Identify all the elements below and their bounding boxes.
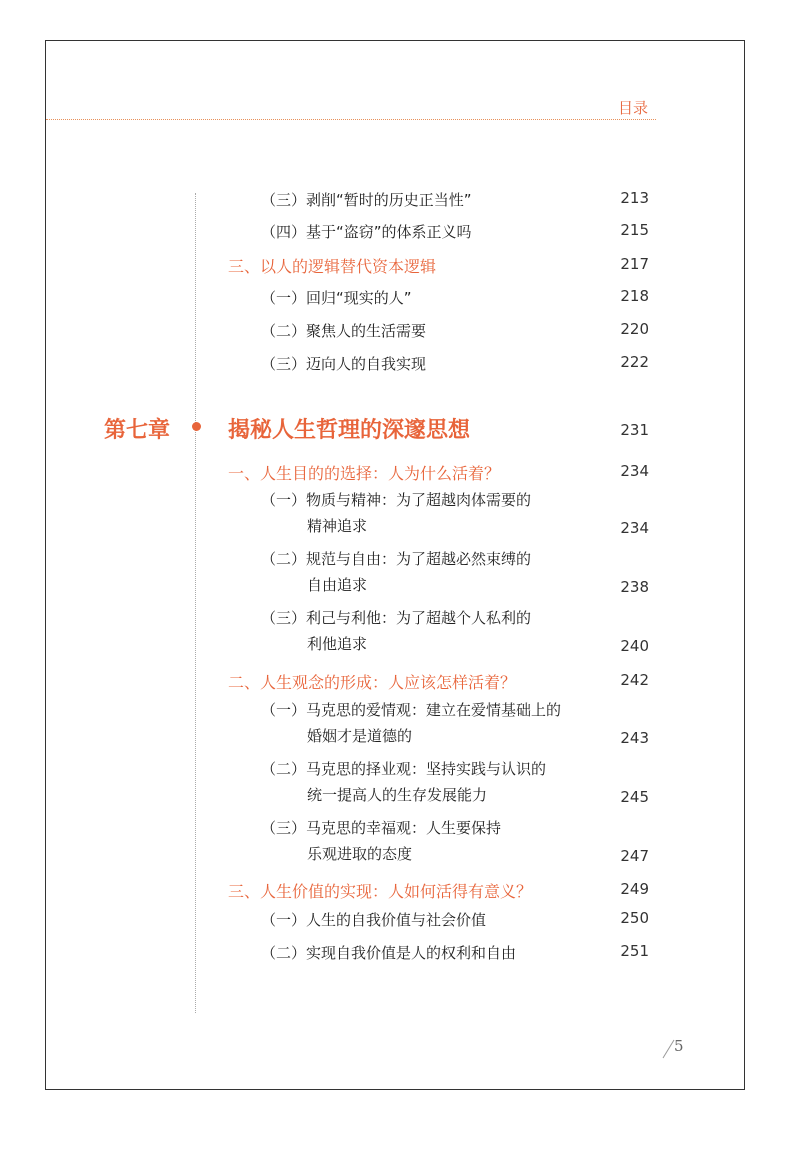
toc-entry-page: 243 — [620, 729, 649, 747]
toc-entry-page: 247 — [620, 847, 649, 865]
toc-entry-page: 220 — [620, 320, 649, 338]
toc-entry-title: （一）马克思的爱情观：建立在爱情基础上的 婚姻才是道德的 — [261, 701, 562, 745]
header-rule — [46, 119, 656, 120]
header-title: 目录 — [618, 99, 649, 117]
chapter-bullet-icon — [192, 422, 201, 431]
toc-entry-page: 217 — [620, 255, 649, 273]
toc-section-title: 三、以人的逻辑替代资本逻辑 — [228, 257, 437, 276]
toc-entry-page: 234 — [620, 462, 649, 480]
toc-entry-title: （二）聚焦人的生活需要 — [261, 322, 427, 340]
toc-entry-page: 213 — [620, 189, 649, 207]
toc-entry-page: 249 — [620, 880, 649, 898]
toc-entry-title: （三）剥削“暂时的历史正当性” — [261, 191, 472, 209]
toc-entry-title: （二）马克思的择业观：坚持实践与认识的 统一提高人的生存发展能力 — [261, 760, 547, 804]
chapter-label: 第七章 — [104, 418, 171, 443]
toc-spine-line — [195, 193, 196, 1013]
toc-entry-title: （三）利己与利他：为了超越个人私利的 利他追求 — [261, 609, 532, 653]
toc-entry-page: 242 — [620, 671, 649, 689]
toc-entry-title: （四）基于“盗窃”的体系正义吗 — [261, 223, 472, 241]
toc-entry-title: （三）迈向人的自我实现 — [261, 355, 427, 373]
toc-entry-page: 234 — [620, 519, 649, 537]
toc-entry-page: 245 — [620, 788, 649, 806]
toc-entry-title: （三）马克思的幸福观：人生要保持 乐观进取的态度 — [261, 819, 502, 863]
toc-entry-title: （二）规范与自由：为了超越必然束缚的 自由追求 — [261, 550, 532, 594]
toc-entry-page: 215 — [620, 221, 649, 239]
toc-entry-page: 238 — [620, 578, 649, 596]
toc-entry-page: 222 — [620, 353, 649, 371]
toc-entry-title: （一）物质与精神：为了超越肉体需要的 精神追求 — [261, 491, 532, 535]
toc-entry-page: 218 — [620, 287, 649, 305]
toc-entry-page: 240 — [620, 637, 649, 655]
toc-entry-title: （一）回归“现实的人” — [261, 289, 412, 307]
toc-entry-page: 250 — [620, 909, 649, 927]
toc-entry-page: 251 — [620, 942, 649, 960]
toc-entry-title: （一）人生的自我价值与社会价值 — [261, 911, 487, 929]
chapter-page: 231 — [620, 421, 649, 439]
toc-section-title: 一、人生目的的选择：人为什么活着？ — [228, 464, 501, 483]
page-number: 5 — [674, 1037, 684, 1055]
toc-section-title: 三、人生价值的实现：人如何活得有意义？ — [228, 882, 533, 901]
toc-entry-title: （二）实现自我价值是人的权利和自由 — [261, 944, 517, 962]
toc-section-title: 二、人生观念的形成：人应该怎样活着？ — [228, 673, 517, 692]
book-page — [45, 40, 745, 1090]
chapter-title: 揭秘人生哲理的深邃思想 — [228, 418, 471, 443]
